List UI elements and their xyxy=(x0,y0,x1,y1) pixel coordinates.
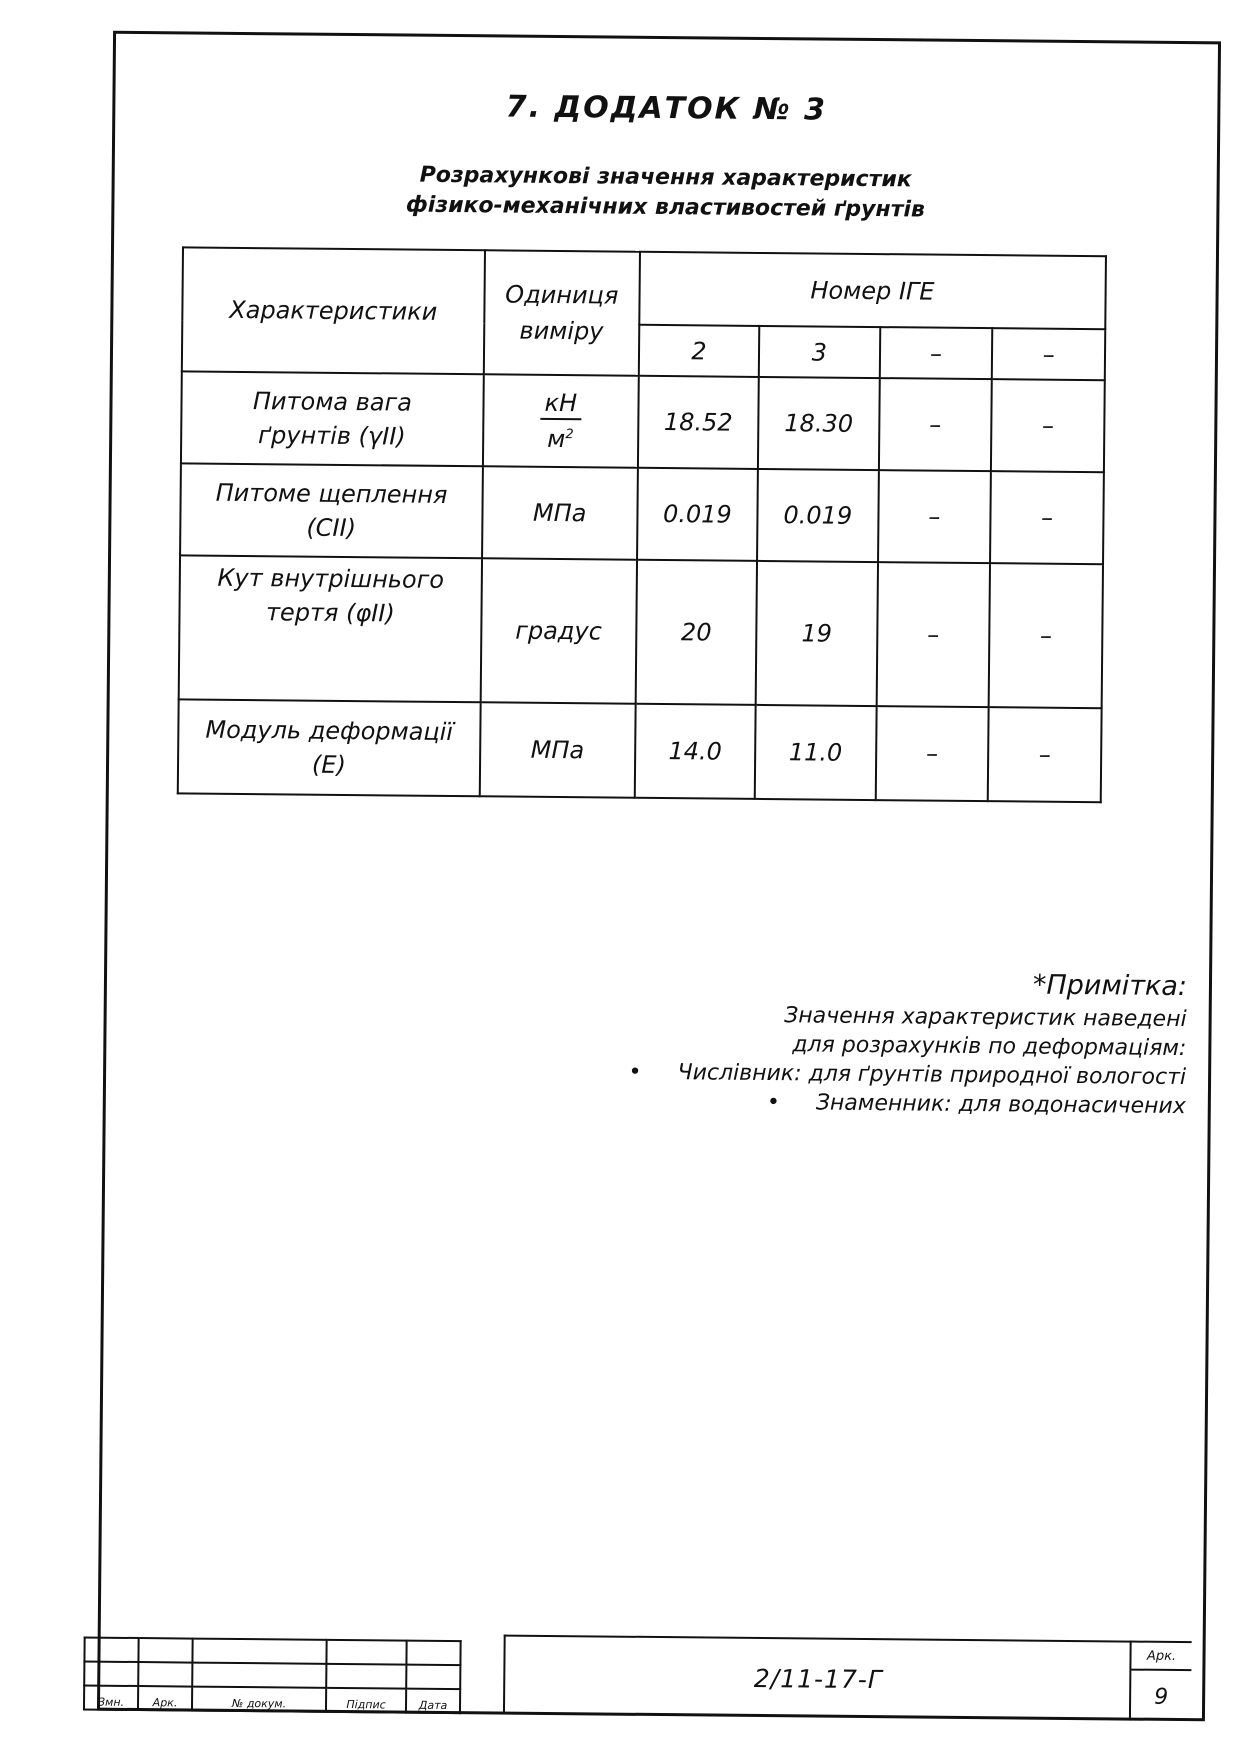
subtitle-line-1: Розрахункові значення характеристик xyxy=(419,162,912,193)
stamp-label-date: Дата xyxy=(406,1689,460,1714)
row-label-line-1: Модуль деформації xyxy=(205,715,454,747)
value-cell: 18.30 xyxy=(758,377,879,470)
table-row xyxy=(181,371,1105,472)
note-line-2: для розрахунків по деформаціям: xyxy=(792,1032,1187,1062)
unit-denominator-exponent: 2 xyxy=(565,427,574,443)
value-cell: – xyxy=(876,562,990,707)
row-label xyxy=(180,463,483,558)
stamp-revision-table xyxy=(83,1637,462,1715)
table-row xyxy=(179,555,1103,708)
drawing-frame xyxy=(97,31,1221,1722)
value-cell: – xyxy=(875,706,989,801)
unit-fraction xyxy=(540,388,581,454)
subtitle-line-2: фізико-механічних властивостей ґрунтів xyxy=(405,192,925,223)
stamp-label-signature: Підпис xyxy=(326,1688,406,1713)
unit-cell: градус xyxy=(480,558,636,703)
value-cell: 0.019 xyxy=(637,468,758,561)
value-cell: – xyxy=(988,707,1102,802)
stamp-label-document: № докум. xyxy=(192,1687,326,1712)
value-cell: – xyxy=(878,378,992,471)
row-label-line-2: ґрунтів (γII) xyxy=(258,421,406,451)
table-row xyxy=(180,463,1104,564)
row-label-line-2: (Е) xyxy=(311,750,347,779)
stamp-label-change: Змн. xyxy=(84,1686,138,1711)
unit-cell xyxy=(483,374,639,467)
row-label xyxy=(179,555,482,702)
unit-denominator xyxy=(547,420,574,454)
value-cell: 0.019 xyxy=(757,469,878,562)
sheet-number: 9 xyxy=(1154,1684,1169,1710)
stamp-cell xyxy=(326,1640,406,1665)
stamp-cell xyxy=(84,1638,138,1663)
note-line-1: Значення характеристик наведені xyxy=(784,1003,1187,1033)
unit-denominator-base: м xyxy=(547,424,566,454)
ige-number-cell: – xyxy=(992,328,1105,380)
unit-numerator: кН xyxy=(540,388,581,420)
value-cell: – xyxy=(990,471,1104,564)
document-code: 2/11-17-Г xyxy=(503,1635,1132,1721)
header-ige-number: Номер ІГЕ xyxy=(639,252,1106,330)
value-cell: 19 xyxy=(756,561,878,706)
value-cell: 18.52 xyxy=(638,376,759,469)
value-cell: – xyxy=(991,379,1105,472)
table-row xyxy=(178,699,1102,802)
page-subtitle xyxy=(114,158,1217,229)
row-label-line-1: Питоме щеплення xyxy=(215,478,448,509)
stamp-cell xyxy=(84,1662,138,1687)
header-unit-line-1: Одиниця xyxy=(505,280,619,310)
note-heading: *Примітка: xyxy=(1032,969,1188,1003)
value-cell: 14.0 xyxy=(634,704,755,799)
page-title: 7. ДОДАТОК № 3 xyxy=(505,89,828,128)
soil-properties-table xyxy=(177,246,1107,803)
value-cell: 20 xyxy=(635,560,757,705)
stamp-cell xyxy=(406,1641,460,1666)
note-bullet-2: • Знаменник: для водонасичених xyxy=(628,1087,1186,1121)
row-label xyxy=(178,699,481,796)
sheet-label: Арк. xyxy=(1131,1645,1191,1672)
unit-cell: МПа xyxy=(480,702,636,797)
ige-number-cell: 2 xyxy=(639,325,760,377)
stamp-row xyxy=(84,1662,460,1690)
stamp-cell xyxy=(192,1663,326,1688)
title-block-stamp xyxy=(83,1611,1192,1722)
sheet-number-box xyxy=(1129,1641,1192,1722)
row-label-line-2: (СII) xyxy=(306,513,357,543)
ige-number-cell: 3 xyxy=(759,326,880,378)
value-cell: – xyxy=(878,470,992,563)
stamp-cell xyxy=(192,1639,326,1664)
stamp-label-row xyxy=(84,1686,460,1714)
header-characteristics: Характеристики xyxy=(182,247,485,374)
row-label-line-2: тертя (φII) xyxy=(265,598,395,628)
table-header-row xyxy=(182,247,1106,329)
unit-cell: МПа xyxy=(482,466,638,559)
stamp-cell xyxy=(326,1664,406,1689)
stamp-cell xyxy=(138,1638,192,1663)
stamp-row xyxy=(84,1638,460,1666)
row-label-line-1: Кут внутрішнього xyxy=(217,563,445,594)
header-unit xyxy=(484,250,640,375)
stamp-cell xyxy=(138,1662,192,1687)
header-unit-line-2: виміру xyxy=(519,316,604,346)
ige-number-cell: – xyxy=(879,327,992,379)
value-cell: – xyxy=(989,563,1103,708)
stamp-cell xyxy=(406,1665,460,1690)
row-label xyxy=(181,371,484,466)
row-label-line-1: Питома вага xyxy=(252,387,413,417)
note-block xyxy=(628,964,1187,1121)
stamp-label-sheet: Арк. xyxy=(138,1686,192,1711)
note-bullet-1: • Числівник: для ґрунтів природної вологості xyxy=(628,1058,1186,1092)
value-cell: 11.0 xyxy=(755,705,876,800)
